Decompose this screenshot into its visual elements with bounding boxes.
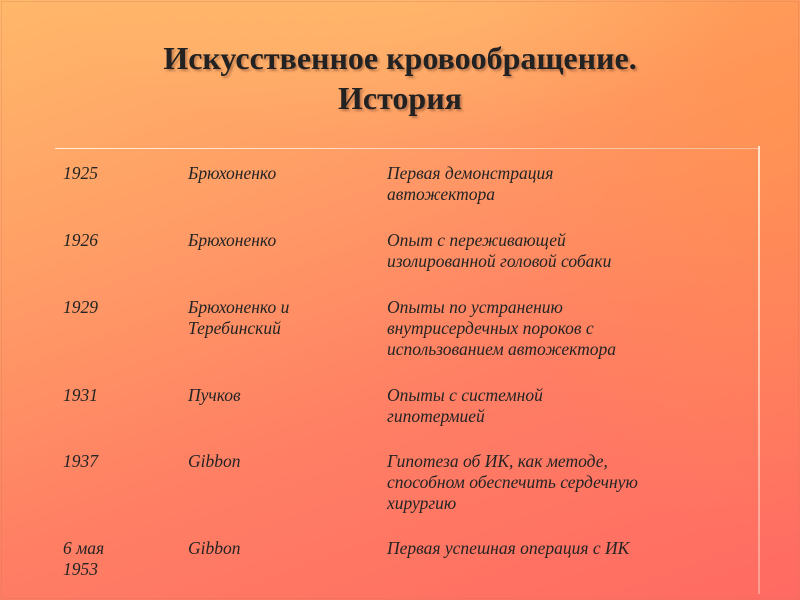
event-cell: [387, 230, 767, 272]
year-cell-line: 1953: [63, 559, 98, 579]
year-cell-line: 1926: [63, 230, 98, 250]
person-cell: [188, 538, 378, 559]
event-cell: [387, 451, 767, 514]
year-cell: [63, 297, 173, 318]
year-cell-line: 1925: [63, 163, 98, 183]
person-cell: [188, 230, 378, 251]
person-cell-line: Пучков: [188, 385, 241, 405]
year-cell-line: 1937: [63, 451, 98, 471]
person-cell-line: Gibbon: [188, 451, 241, 471]
event-cell-line: Опыты по устранению: [387, 297, 563, 317]
person-cell: [188, 385, 378, 406]
title-line-2: История: [338, 80, 462, 116]
person-cell-line: Брюхоненко: [188, 163, 277, 183]
event-cell-line: хирургию: [387, 493, 457, 513]
event-cell-line: внутрисердечных пороков с: [387, 318, 594, 338]
event-cell-line: Первая демонстрация: [387, 163, 554, 183]
year-cell: [63, 451, 173, 472]
person-cell-line: Брюхоненко: [188, 230, 277, 250]
event-cell-line: Опыты с системной: [387, 385, 543, 405]
event-cell-line: использованием автожектора: [387, 339, 617, 359]
person-cell: [188, 297, 378, 339]
event-cell-line: Гипотеза об ИК, как методе,: [387, 451, 608, 471]
year-cell: [63, 230, 173, 251]
year-cell: [63, 538, 173, 580]
event-cell: [387, 385, 767, 427]
year-cell-line: 1929: [63, 297, 98, 317]
event-cell-line: автожектора: [387, 184, 495, 204]
event-cell-line: изолированной головой собаки: [387, 251, 612, 271]
year-cell: [63, 385, 173, 406]
event-cell-line: Первая успешная операция с ИК: [387, 538, 630, 558]
person-cell-line: Теребинский: [188, 318, 281, 338]
person-cell: [188, 451, 378, 472]
person-cell-line: Gibbon: [188, 538, 241, 558]
year-cell: [63, 163, 173, 184]
event-cell: [387, 163, 767, 205]
event-cell: [387, 297, 767, 360]
event-cell: [387, 538, 767, 559]
year-cell-line: 6 мая: [63, 538, 105, 558]
person-cell-line: Брюхоненко и: [188, 297, 290, 317]
year-cell-line: 1931: [63, 385, 98, 405]
event-cell-line: способном обеспечить сердечную: [387, 472, 638, 492]
title-line-1: Искусственное кровообращение.: [163, 40, 637, 76]
person-cell: [188, 163, 378, 184]
event-cell-line: гипотермией: [387, 406, 485, 426]
event-cell-line: Опыт с переживающей: [387, 230, 566, 250]
